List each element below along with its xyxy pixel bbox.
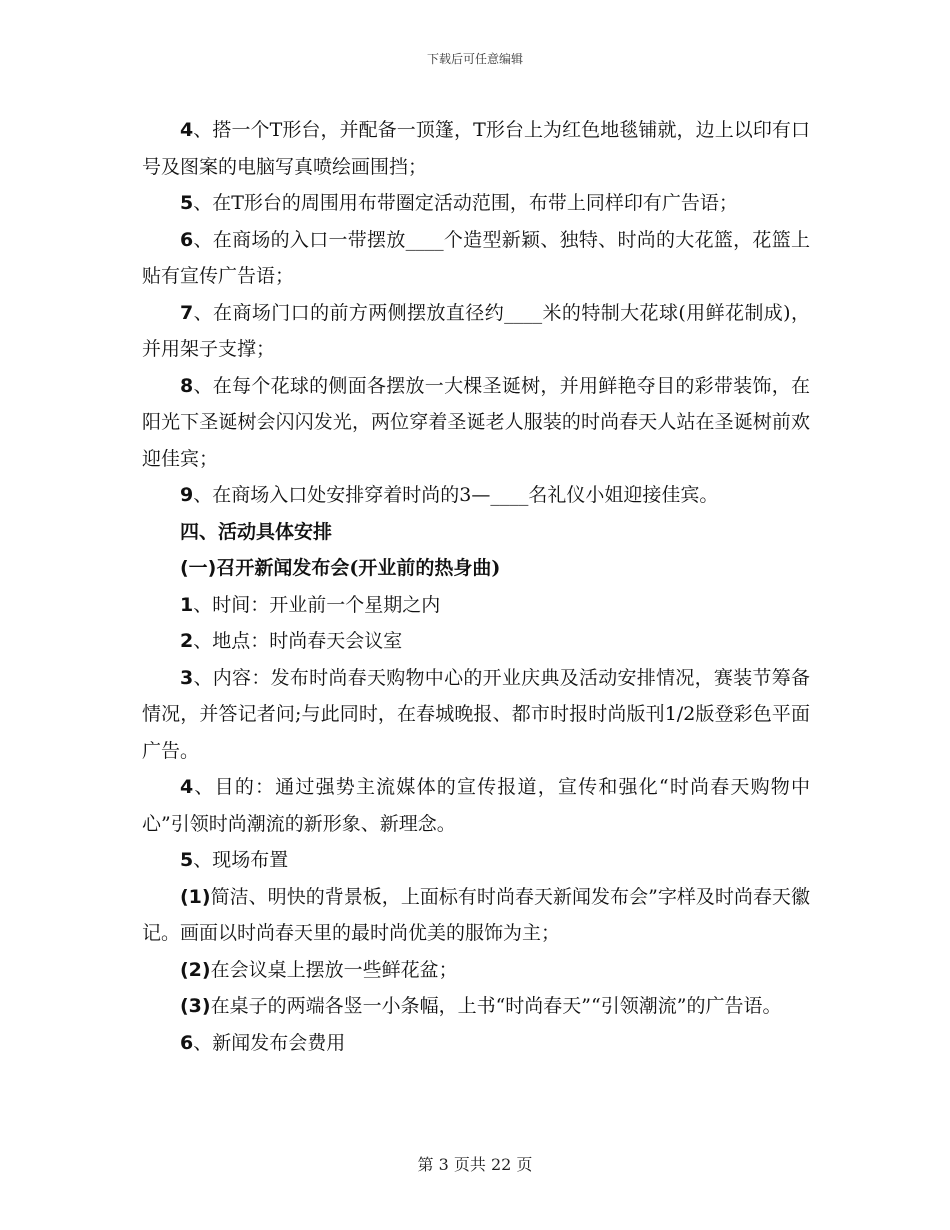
paragraph-number: 3 [180, 666, 194, 689]
paragraph-2 [142, 185, 810, 222]
paragraph-text: 在会议桌上摆放一些鲜花盆； [210, 958, 458, 981]
paragraph-number: 4 [180, 776, 194, 798]
paragraph-number: 4 [180, 119, 194, 141]
paragraph-text: 、时间：开业前一个星期之内 [193, 593, 441, 616]
paragraph-text: 、在商场门口的前方两侧摆放直径约____米的特制大花球(用鲜花制成)，并用架子支撑； [142, 301, 810, 360]
paragraph-number: 5 [180, 849, 194, 871]
paragraph-layout-3 [142, 988, 810, 1025]
section-heading-4 [142, 514, 810, 551]
paragraph-layout-2 [142, 952, 810, 989]
paragraph-1 [142, 112, 810, 185]
paragraph-location [142, 623, 810, 660]
paragraph-text: 在桌子的两端各竖一小条幅，上书“时尚春天”“引领潮流”的广告语。 [210, 995, 782, 1017]
paragraph-text: 、目的：通过强势主流媒体的宣传报道，宣传和强化“时尚春天购物中心”引领时尚潮流的新形象、新理念。 [142, 776, 810, 835]
paragraph-number: 1 [180, 593, 194, 616]
paragraph-text: 、在商场的入口一带摆放____个造型新颖、独特、时尚的大花篮，花篮上贴有宣传广告语； [142, 228, 810, 287]
heading-text: 四、活动具体安排 [180, 520, 333, 543]
paragraph-number: 2 [180, 630, 194, 652]
paragraph-5 [142, 368, 810, 478]
paragraph-text: 、在T形台的周围用布带圈定活动范围，布带上同样印有广告语； [193, 192, 738, 214]
paragraph-6 [142, 477, 810, 514]
paragraph-cost [142, 1025, 810, 1062]
paragraph-purpose [142, 769, 810, 842]
paragraph-time [142, 587, 810, 624]
paragraph-number: 5 [180, 192, 194, 214]
paragraph-4 [142, 295, 810, 368]
paragraph-number: 6 [180, 228, 194, 251]
paragraph-text: 简洁、明快的背景板，上面标有时尚春天新闻发布会”字样及时尚春天徽记。画面以时尚春天里的最时尚优美的服饰为主； [142, 885, 810, 944]
document-body [142, 112, 810, 1061]
paragraph-3 [142, 222, 810, 295]
paragraph-layout-1 [142, 879, 810, 952]
paragraph-text: 、新闻发布会费用 [193, 1031, 346, 1054]
subsection-heading-1 [142, 550, 810, 587]
paragraph-number: 7 [180, 301, 194, 324]
paragraph-text: 、地点：时尚春天会议室 [193, 630, 403, 652]
heading-text: 召开新闻发布会(开业前的热身曲) [216, 557, 501, 579]
paragraph-number: (一) [180, 557, 217, 579]
paragraph-number: 6 [180, 1031, 194, 1054]
paragraph-number: 8 [180, 374, 194, 397]
page-header: 下载后可任意编辑 [426, 52, 523, 66]
paragraph-text: 、现场布置 [193, 849, 289, 871]
paragraph-content [142, 660, 810, 770]
paragraph-number: 9 [180, 484, 194, 506]
paragraph-text: 、在每个花球的侧面各摆放一大棵圣诞树，并用鲜艳夺目的彩带装饰，在阳光下圣诞树会闪闪发光，两位穿着圣诞老人服装的时尚春天人站在圣诞树前欢迎佳宾； [142, 374, 810, 470]
paragraph-text: 、在商场入口处安排穿着时尚的3—____名礼仪小姐迎接佳宾。 [193, 484, 719, 506]
paragraph-number: (2) [180, 958, 211, 981]
paragraph-site-layout [142, 842, 810, 879]
paragraph-text: 、内容：发布时尚春天购物中心的开业庆典及活动安排情况，赛装节筹备情况，并答记者问;与此同时，在春城晚报、都市时报时尚版刊1/2版登彩色平面广告。 [142, 666, 810, 762]
page-footer: 第 3 页共 22 页 [417, 1155, 533, 1174]
paragraph-number: (3) [180, 995, 211, 1017]
paragraph-text: 、搭一个T形台，并配备一顶篷，T形台上为红色地毯铺就，边上以印有口号及图案的电脑写真喷绘画围挡； [142, 119, 810, 178]
paragraph-number: (1) [180, 885, 211, 908]
